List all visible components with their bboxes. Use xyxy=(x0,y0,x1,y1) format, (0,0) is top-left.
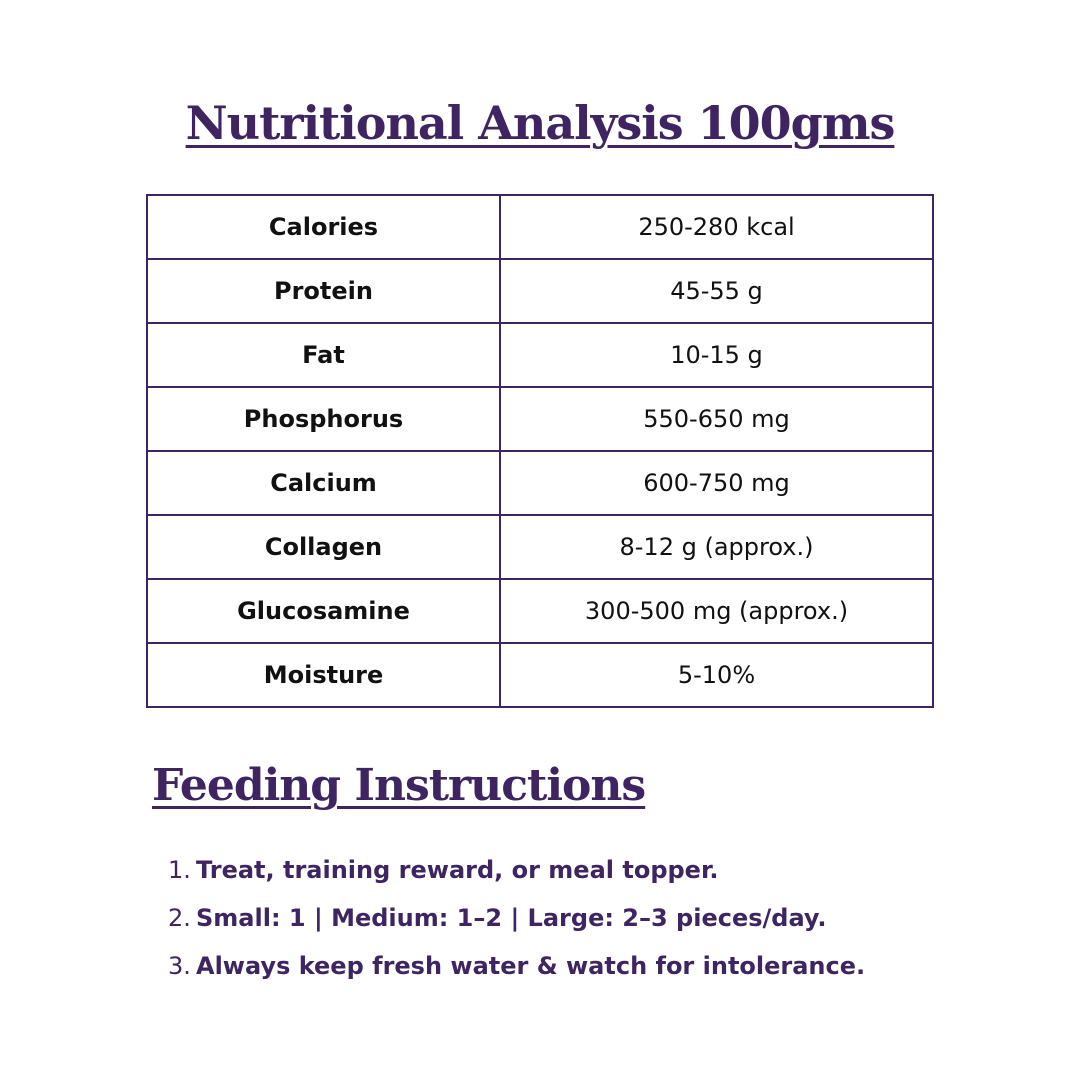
feeding-heading xyxy=(152,760,645,811)
nutrient-value: 10-15 g xyxy=(500,323,933,387)
list-text: Small: 1 | Medium: 1–2 | Large: 2–3 pieces/day. xyxy=(196,904,827,932)
list-item xyxy=(168,946,865,994)
table-row xyxy=(147,387,933,451)
feeding-list xyxy=(168,850,865,994)
nutrient-name: Protein xyxy=(147,259,500,323)
nutrient-value: 300-500 mg (approx.) xyxy=(500,579,933,643)
nutrient-value: 550-650 mg xyxy=(500,387,933,451)
nutrient-name: Fat xyxy=(147,323,500,387)
table-row xyxy=(147,515,933,579)
table-row xyxy=(147,323,933,387)
list-text: Treat, training reward, or meal topper. xyxy=(196,856,719,884)
page-title-text: Nutritional Analysis 100gms xyxy=(185,96,895,150)
list-number: 1. xyxy=(168,856,191,884)
nutrient-name: Phosphorus xyxy=(147,387,500,451)
nutrient-value: 250-280 kcal xyxy=(500,195,933,259)
list-item xyxy=(168,898,865,946)
nutrient-name: Calories xyxy=(147,195,500,259)
nutrient-value: 600-750 mg xyxy=(500,451,933,515)
nutrient-name: Collagen xyxy=(147,515,500,579)
nutrient-value: 45-55 g xyxy=(500,259,933,323)
list-text: Always keep fresh water & watch for intolerance. xyxy=(196,952,866,980)
nutrient-name: Moisture xyxy=(147,643,500,707)
page-title xyxy=(0,96,1080,150)
nutrient-name: Calcium xyxy=(147,451,500,515)
feeding-heading-text: Feeding Instructions xyxy=(152,760,646,811)
nutrient-value: 5-10% xyxy=(500,643,933,707)
table-row xyxy=(147,451,933,515)
nutrient-name: Glucosamine xyxy=(147,579,500,643)
table-row xyxy=(147,195,933,259)
list-number: 3. xyxy=(168,952,191,980)
list-number: 2. xyxy=(168,904,191,932)
table-row xyxy=(147,643,933,707)
table-row xyxy=(147,579,933,643)
table-row xyxy=(147,259,933,323)
nutrition-table xyxy=(146,194,934,708)
list-item xyxy=(168,850,865,898)
nutrient-value: 8-12 g (approx.) xyxy=(500,515,933,579)
